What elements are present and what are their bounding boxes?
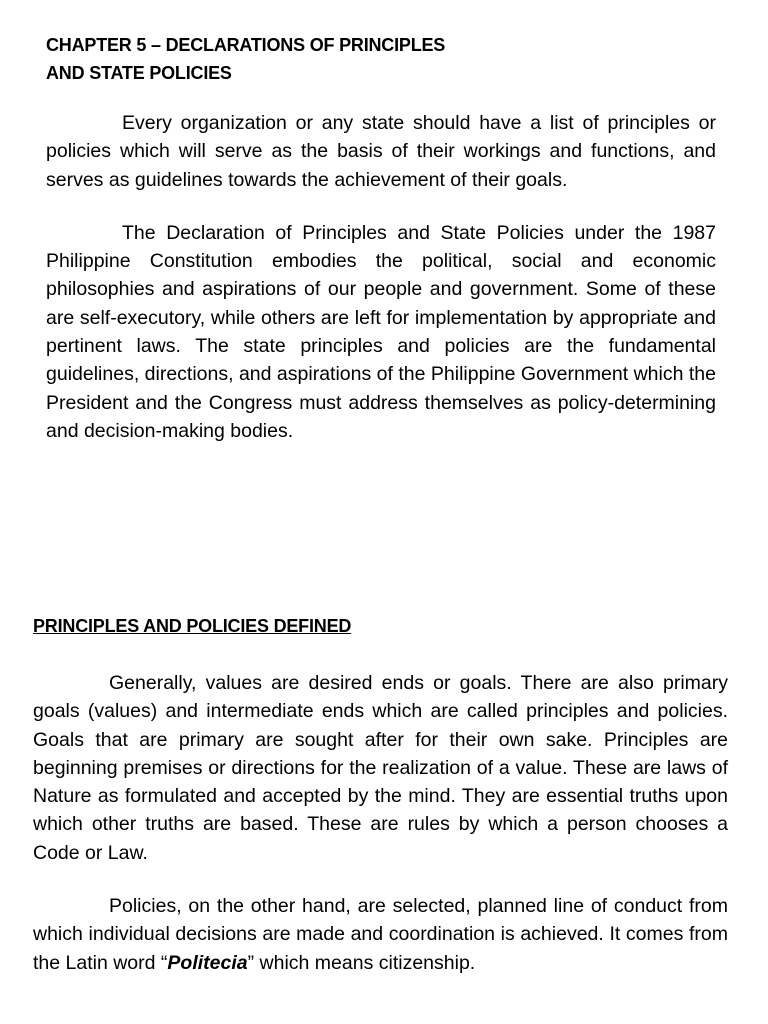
section-heading: PRINCIPLES AND POLICIES DEFINED bbox=[33, 616, 352, 636]
section-paragraph-2-text-after: ” which means citizenship. bbox=[247, 951, 476, 974]
section-paragraph-2 bbox=[33, 892, 728, 977]
principles-section bbox=[33, 612, 728, 1002]
chapter-paragraph-1: Every organization or any state should have a list of principles or policies which will serve as the basis of their workings and functions, and serves as guidelines towards the achievement of their goals. bbox=[46, 112, 716, 191]
chapter-paragraph-2: The Declaration of Principles and State Policies under the 1987 Philippine Constitution embodies the political, social and economic philosophies and aspirations of our people and government. Some of these are self-executory, while others are left for implementation by appropriate and pertinent laws. The state principles and policies are the fundamental guidelines, directions, and aspirations of the Philippine Government which the President and the Congress must address themselves as policy-determining and decision-making bodies. bbox=[46, 221, 716, 442]
chapter-section bbox=[46, 31, 716, 470]
chapter-title-line1: CHAPTER 5 – DECLARATIONS OF PRINCIPLES bbox=[46, 35, 446, 55]
section-paragraph-1: Generally, values are desired ends or goals. There are also primary goals (values) and intermediate ends which are called principles and policies. Goals that are primary are sought after for their own sake. Principles are beginning premises or directions for the realization of a value. These are laws of Nature as formulated and accepted by the mind. They are essential truths upon which other truths are based. These are rules by which a person chooses a Code or Law. bbox=[33, 672, 728, 864]
chapter-title bbox=[46, 31, 716, 87]
chapter-title-line2: AND STATE POLICIES bbox=[46, 63, 232, 83]
section-paragraph-2-text-before: Policies, on the other hand, are selected, planned line of conduct from which individual decisions are made and coordination is achieved. It comes from the Latin word “ bbox=[33, 895, 728, 974]
latin-word-emphasis: Politecia bbox=[167, 951, 248, 974]
